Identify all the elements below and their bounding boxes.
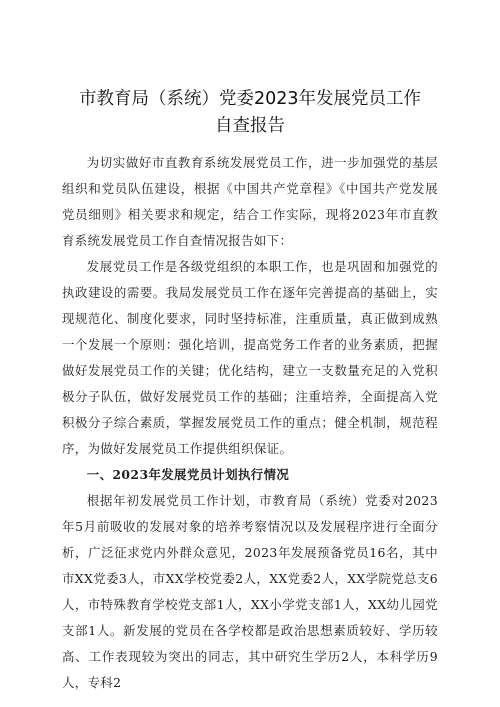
section-1-paragraph: 根据年初发展党员工作计划，市教育局（系统）党委对2023年5月前吸收的发展对象的培养考察情况以及发展程序进行全面分析，广泛征求党内外群众意见，2023年发展预备党员16名，其中市XX党委3人，市XX学校党委2人，XX党委2人，XX学院党总支6人，市特殊教育学校党支部1人，XX小学党支部1人，XX幼儿园党支部1人。新发展的党员在各学校都是政治思想素质较好、学历较高、工作表现较为突出的同志，其中研究生学历2人，本科学历9人，专科2	[62, 493, 438, 690]
intro-paragraph: 为切实做好市直教育系统发展党员工作，进一步加强党的基层组织和党员队伍建设，根据《中国共产党章程》《中国共产党发展党员细则》相关要求和规定，结合工作实际，现将2023年市直教育系统发展党员工作自查情况报告如下：	[62, 155, 438, 248]
document-title	[62, 86, 438, 140]
document-body	[62, 150, 438, 696]
title-line-2: 自查报告	[215, 116, 285, 136]
section-heading-1: 一、2023年发展党员计划执行情况	[86, 467, 290, 482]
principles-paragraph: 发展党员工作是各级党组织的本职工作，也是巩固和加强党的执政建设的需要。我局发展党员工作在逐年完善提高的基础上，实现规范化、制度化要求，同时坚持标准，注重质量，真正做到成熟一个发展一个原则：强化培训，提高党务工作者的业务素质，把握做好发展党员工作的关键；优化结构，建立一支数量充足的入党积极分子队伍，做好发展党员工作的基础；注重培养，全面提高入党积极分子综合素质，掌握发展党员工作的重点；健全机制，规范程序，为做好发展党员工作提供组织保证。	[62, 259, 438, 456]
title-line-1: 市教育局（系统）党委2023年发展党员工作	[78, 89, 422, 109]
